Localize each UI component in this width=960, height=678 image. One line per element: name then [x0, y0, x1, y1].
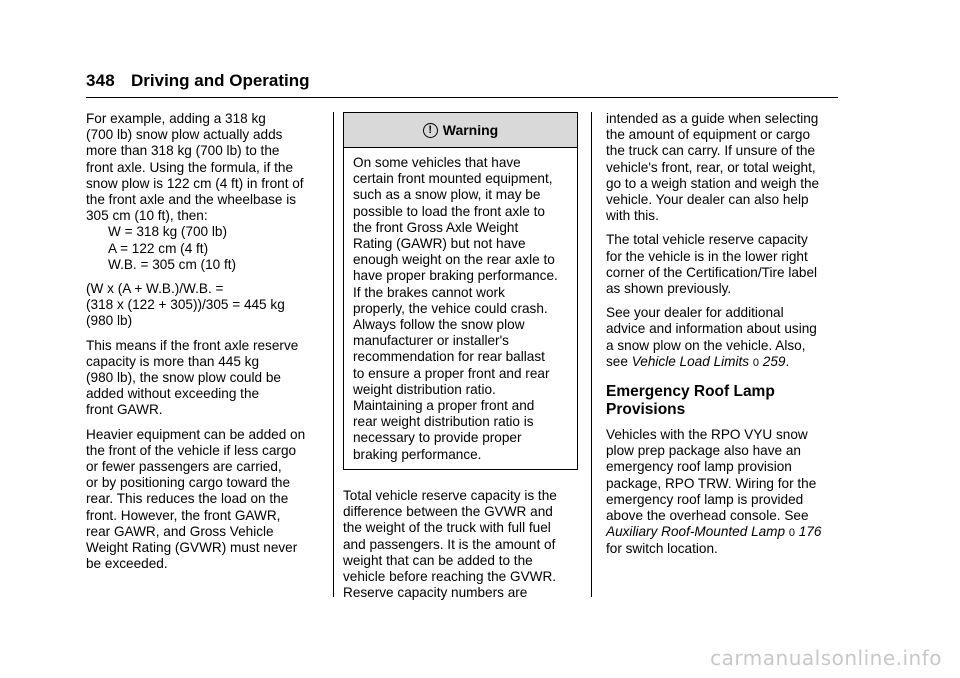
label-location-paragraph: The total vehicle reserve capacity for the vehicle is in the lower right corner of the Certification/Tire label as shown previously. — [606, 232, 818, 297]
warning-icon: ! — [423, 123, 438, 138]
value-a: A = 122 cm (4 ft) — [108, 240, 209, 256]
warning-box — [343, 112, 578, 470]
reserve-capacity-paragraph: Total vehicle reserve capacity is the difference between the GVWR and the weight of the truck with full fuel and passengers. It is the amount of weight that can be added to the vehicle before reaching the GVWR. Reserve capacity numbers are — [343, 488, 557, 601]
reserve-paragraph: This means if the front axle reserve capacity is more than 445 kg (980 lb), the snow plow could be added without exceeding the front GAWR. — [86, 337, 299, 418]
formula-paragraph: (W x (A + W.B.)/W.B. = (318 x (122 + 305))/305 = 445 kg (980 lb) — [86, 281, 285, 329]
column-divider-1 — [333, 112, 334, 597]
page-ref-176[interactable]: 176 — [798, 524, 822, 540]
column-1 — [86, 111, 326, 580]
page-ref-icon: 0 — [752, 356, 759, 369]
auxiliary-roof-lamp-link[interactable]: Auxiliary Roof-Mounted Lamp — [606, 524, 786, 540]
page-ref-259[interactable]: 259 — [762, 353, 786, 369]
watermark: carmanualsonline.info — [710, 646, 942, 670]
guide-paragraph: intended as a guide when selecting the amount of equipment or cargo the truck can carry. If unsure of the vehicle's front, rear, or total weight, go to a weigh station and weigh the vehicle. Your dealer can also help with this. — [606, 111, 820, 224]
heavier-equipment-paragraph: Heavier equipment can be added on the front of the vehicle if less cargo or fewer passengers are carried, or by positioning cargo toward the rear. This reduces the load on the front. However, the front GAWR, rear GAWR, and Gross Vehicle Weight Rating (GVWR) must never be exceeded. — [86, 426, 306, 572]
column-3 — [606, 111, 846, 566]
warning-text: On some vehicles that have certain front mounted equipment, such as a snow plow, it may be possible to load the front axle to the front Gross Axle Weight Rating (GAWR) but not have enough weight on the rear axle to have proper braking performance. If the brakes cannot work properly, the vehice could crash. Always follow the snow plow manufacturer or installer's recommendation for rear ballast to ensure a proper front and rear weight distribution ratio. Maintaining a proper front and rear weight distribution ratio is necessary to provide proper braking performance. — [353, 155, 558, 462]
value-wb: W.B. = 305 cm (10 ft) — [108, 256, 237, 272]
section-title: Driving and Operating — [131, 71, 310, 90]
dealer-paragraph: See your dealer for additional advice and information about using a snow plow on the vehicle. Also, see Vehicle Load Limits 0 259. — [606, 305, 817, 369]
column-divider-2 — [591, 112, 592, 597]
header-rule — [86, 97, 838, 98]
warning-header — [344, 113, 577, 148]
page-ref-icon: 0 — [788, 527, 795, 540]
warning-title: Warning — [442, 122, 499, 138]
page-number: 348 — [86, 71, 115, 90]
vehicle-load-limits-link[interactable]: Vehicle Load Limits — [631, 353, 750, 369]
column-2 — [343, 488, 583, 609]
page-header — [86, 71, 838, 99]
roof-lamp-paragraph: Vehicles with the RPO VYU snow plow prep package also have an emergency roof lamp provision package, RPO TRW. Wiring for the emergency roof lamp is provided above the overhead console. See Auxiliary Roof-Mounted Lamp 0 176 for switch location. — [606, 427, 822, 557]
value-w: W = 318 kg (700 lb) — [108, 224, 228, 240]
intro-paragraph: For example, adding a 318 kg (700 lb) snow plow actually adds more than 318 kg (700 lb) to the front axle. Using the formula, if the snow plow is 122 cm (4 ft) in front of the front axle and the wheelbase is 305 cm (10 ft), then: W = 318 kg (700 lb) A = 122 cm (4 ft) W.B. = 305 cm (10 ft) — [86, 111, 326, 273]
emergency-roof-lamp-heading: Emergency Roof Lamp Provisions — [606, 383, 775, 419]
